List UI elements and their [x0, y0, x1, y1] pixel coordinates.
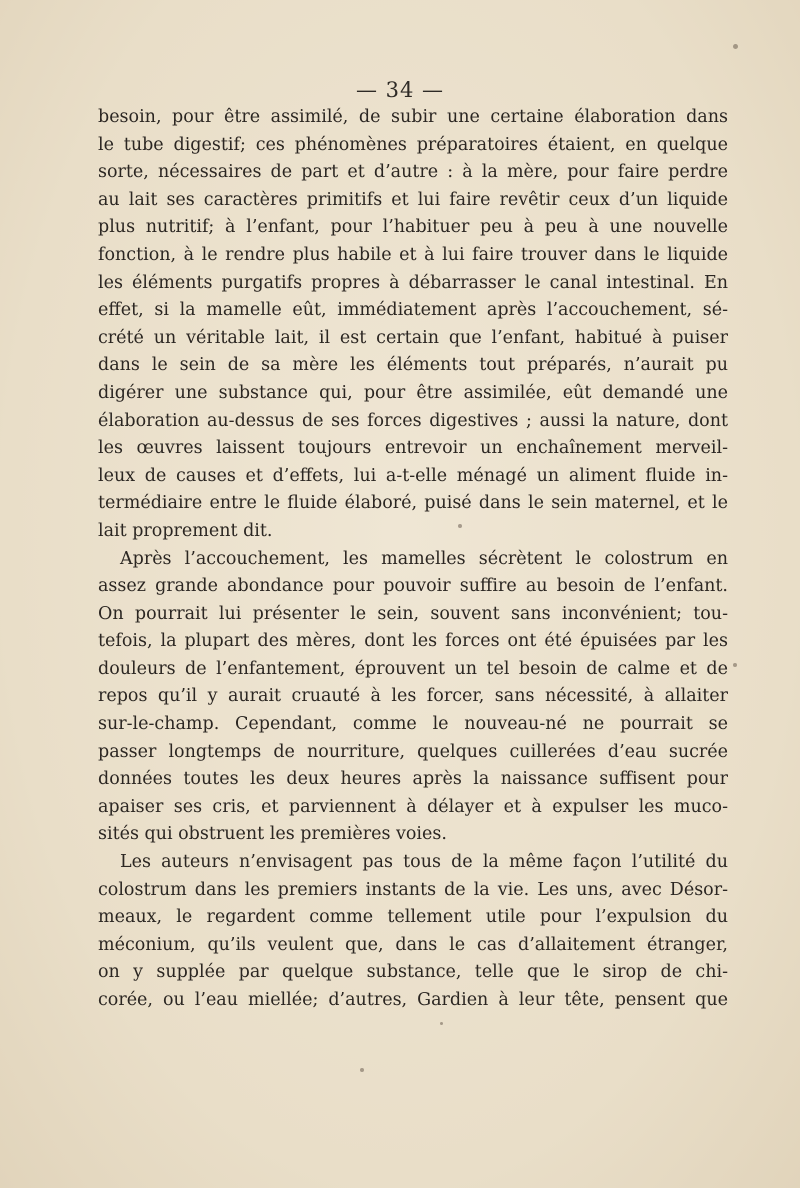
text-line: besoin, pour être assimilé, de subir une certaine élaboration dans — [98, 107, 728, 127]
page-number: — 34 — — [355, 78, 445, 102]
text-line: les œuvres laissent toujours entrevoir un enchaînement merveil- — [98, 438, 728, 459]
text-line: lait proprement dit. — [98, 520, 273, 541]
paper-speck — [733, 663, 737, 667]
text-line: données toutes les deux heures après la naissance suffisent pour — [98, 769, 728, 790]
text-line: termédiaire entre le fluide élaboré, puisé dans le sein maternel, et le — [98, 493, 728, 514]
text-line: meaux, le regardent comme tellement utile pour l’expulsion du — [98, 907, 728, 928]
text-line: digérer une substance qui, pour être assimilée, eût demandé une — [98, 382, 728, 403]
text-line: passer longtemps de nourriture, quelques cuillerées d’eau sucrée — [98, 741, 728, 762]
text-line: fonction, à le rendre plus habile et à lui faire trouver dans le liquide — [98, 244, 728, 265]
text-line: colostrum dans les premiers instants de la vie. Les uns, avec Désor- — [98, 879, 728, 900]
text-line: repos qu’il y aurait cruauté à les forcer, sans nécessité, à allaiter — [98, 686, 728, 707]
text-line: effet, si la mamelle eût, immédiatement après l’accouchement, sé- — [98, 300, 728, 321]
body-text — [98, 104, 728, 1015]
text-line: apaiser ses cris, et parviennent à délayer et à expulser les muco- — [98, 796, 728, 817]
text-line: leux de causes et d’effets, lui a-t-elle ménagé un aliment fluide in- — [98, 465, 728, 486]
text-line: tefois, la plupart des mères, dont les forces ont été épuisées par les — [98, 631, 728, 652]
text-line: Les auteurs n’envisagent pas tous de la même façon l’utilité du — [120, 852, 728, 873]
paper-speck — [360, 1068, 364, 1072]
text-line: sités qui obstruent les premières voies. — [98, 824, 447, 845]
text-line: méconium, qu’ils veulent que, dans le cas d’allaitement étranger, — [98, 934, 728, 955]
text-line: corée, ou l’eau miellée; d’autres, Gardien à leur tête, pensent que — [98, 990, 728, 1010]
text-line: assez grande abondance pour pouvoir suffire au besoin de l’enfant. — [98, 576, 728, 597]
paragraph-3 — [98, 849, 728, 1015]
text-line: crété un véritable lait, il est certain que l’enfant, habitué à puiser — [98, 327, 728, 348]
text-line: Après l’accouchement, les mamelles sécrètent le colostrum en — [120, 548, 728, 569]
paragraph-1 — [98, 104, 728, 546]
text-line: douleurs de l’enfantement, éprouvent un tel besoin de calme et de — [98, 658, 728, 679]
text-line: plus nutritif; à l’enfant, pour l’habituer peu à peu à une nouvelle — [98, 217, 728, 238]
text-line: dans le sein de sa mère les éléments tout préparés, n’aurait pu — [98, 355, 728, 376]
text-line: élaboration au-dessus de ses forces digestives ; aussi la nature, dont — [98, 410, 728, 431]
text-line: on y supplée par quelque substance, telle que le sirop de chi- — [98, 962, 728, 983]
paper-speck — [733, 44, 738, 49]
text-line: au lait ses caractères primitifs et lui faire revêtir ceux d’un liquide — [98, 189, 728, 210]
text-line: sorte, nécessaires de part et d’autre : à la mère, pour faire perdre — [98, 162, 728, 183]
text-line: sur-le-champ. Cependant, comme le nouveau-né ne pourrait se — [98, 714, 728, 735]
paper-speck — [440, 1022, 443, 1025]
text-line: le tube digestif; ces phénomènes préparatoires étaient, en quelque — [98, 134, 728, 155]
text-line: On pourrait lui présenter le sein, souvent sans inconvénient; tou- — [98, 603, 728, 624]
paragraph-2 — [98, 546, 728, 850]
paper-speck — [458, 524, 462, 528]
text-line: les éléments purgatifs propres à débarrasser le canal intestinal. En — [98, 272, 728, 293]
